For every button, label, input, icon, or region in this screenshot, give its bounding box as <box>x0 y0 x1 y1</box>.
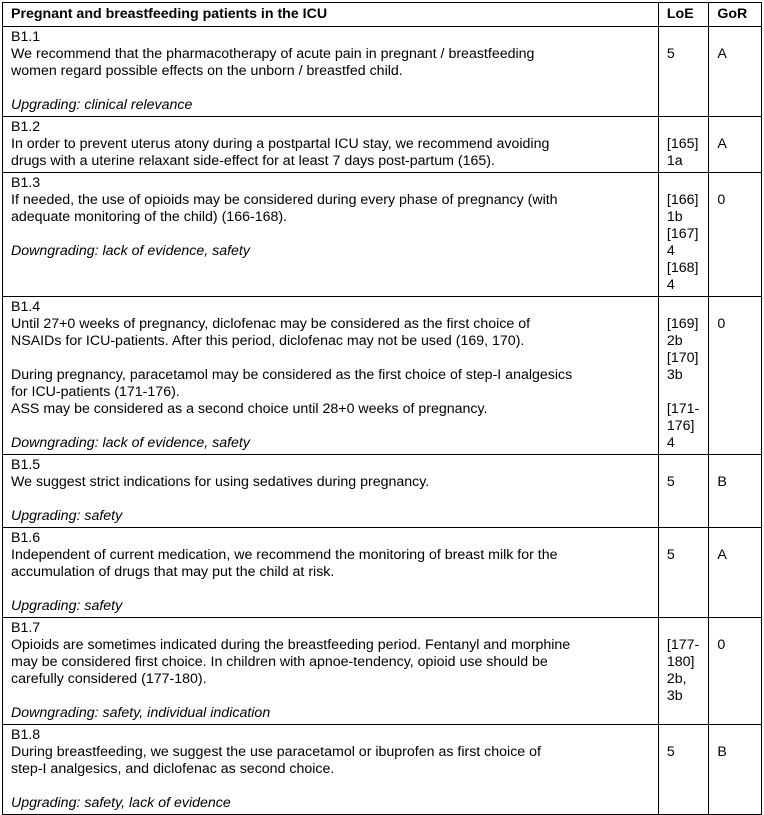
table-row <box>3 618 762 725</box>
recommendation-text: women regard possible effects on the unborn / breastfed child. <box>11 63 403 79</box>
header-title: Pregnant and breastfeeding patients in the ICU <box>3 3 659 27</box>
table-row <box>3 297 762 455</box>
loe-value: [169] 2b <box>666 316 699 349</box>
gor-value: A <box>717 136 727 152</box>
grading-note: Downgrading: lack of evidence, safety <box>11 435 250 451</box>
loe-value: 5 <box>666 474 675 490</box>
recommendation-id: B1.8 <box>11 727 41 743</box>
header-row <box>3 3 762 27</box>
gor-value: B <box>717 474 727 490</box>
recommendation-id: B1.3 <box>11 175 41 191</box>
recommendation-text: If needed, the use of opioids may be considered during every phase of pregnancy (with <box>11 192 558 208</box>
recommendation-cell <box>3 725 659 815</box>
loe-value: 5 <box>666 46 675 62</box>
gor-value: A <box>717 46 727 62</box>
recommendation-text: drugs with a uterine relaxant side-effect for at least 7 days post-partum (165). <box>11 153 495 169</box>
table-row <box>3 173 762 297</box>
recommendation-text: We recommend that the pharmacotherapy of acute pain in pregnant / breastfeeding <box>11 46 535 62</box>
loe-value: [171-176] <box>666 401 700 434</box>
recommendation-id: B1.5 <box>11 457 41 473</box>
recommendation-text: In order to prevent uterus atony during a postpartal ICU stay, we recommend avoiding <box>11 136 550 152</box>
recommendation-cell <box>3 27 659 117</box>
table-row <box>3 528 762 618</box>
grading-note: Downgrading: lack of evidence, safety <box>11 243 250 259</box>
recommendation-id: B1.1 <box>11 29 41 45</box>
loe-value: 5 <box>666 744 675 760</box>
table-row <box>3 117 762 173</box>
header-gor: GoR <box>709 3 762 27</box>
recommendation-cell <box>3 173 659 297</box>
recommendation-text: Until 27+0 weeks of pregnancy, diclofenac may be considered as the first choice of <box>11 316 531 332</box>
table-row <box>3 27 762 117</box>
loe-value: 2b, 3b <box>666 671 687 704</box>
loe-value: [167] 4 <box>666 226 699 259</box>
gor-value: B <box>717 744 727 760</box>
recommendation-text: NSAIDs for ICU-patients. After this period, diclofenac may not be used (169, 170). <box>11 333 525 349</box>
recommendation-text: We suggest strict indications for using sedatives during pregnancy. <box>11 474 430 490</box>
recommendation-id: B1.4 <box>11 299 41 315</box>
loe-value: [166] 1b <box>666 192 699 225</box>
recommendation-text: may be considered first choice. In children with apnoe-tendency, opioid use should be <box>11 654 548 670</box>
header-loe: LoE <box>658 3 708 27</box>
recommendation-text: During pregnancy, paracetamol may be considered as the first choice of step-I analgesics <box>11 367 573 383</box>
loe-cell <box>658 117 708 173</box>
grading-note: Downgrading: safety, individual indication <box>11 705 271 721</box>
gor-cell <box>709 725 762 815</box>
loe-cell <box>658 297 708 455</box>
gor-value: A <box>717 547 727 563</box>
loe-value: [168] 4 <box>666 260 699 293</box>
gor-cell <box>709 528 762 618</box>
recommendation-text: ASS may be considered as a second choice until 28+0 weeks of pregnancy. <box>11 401 488 417</box>
gor-cell <box>709 455 762 528</box>
recommendation-text: for ICU-patients (171-176). <box>11 384 180 400</box>
loe-cell <box>658 455 708 528</box>
gor-cell <box>709 173 762 297</box>
gor-cell <box>709 117 762 173</box>
gor-cell <box>709 618 762 725</box>
loe-value: 4 <box>666 435 675 451</box>
grading-note: Upgrading: safety, lack of evidence <box>11 795 231 811</box>
recommendation-text: Opioids are sometimes indicated during the breastfeeding period. Fentanyl and morphine <box>11 637 571 653</box>
loe-cell <box>658 725 708 815</box>
table-row <box>3 455 762 528</box>
gor-value: 0 <box>717 637 726 653</box>
gor-value: 0 <box>717 316 726 332</box>
recommendation-cell <box>3 528 659 618</box>
recommendation-cell <box>3 117 659 173</box>
recommendation-cell <box>3 297 659 455</box>
recommendation-id: B1.2 <box>11 119 41 135</box>
loe-value: [177-180] <box>666 637 700 670</box>
recommendation-text: carefully considered (177-180). <box>11 671 207 687</box>
recommendation-id: B1.7 <box>11 620 41 636</box>
recommendation-id: B1.6 <box>11 530 41 546</box>
grading-note: Upgrading: safety <box>11 508 123 524</box>
recommendation-text: step-I analgesics, and diclofenac as second choice. <box>11 761 335 777</box>
recommendation-text: accumulation of drugs that may put the child at risk. <box>11 564 335 580</box>
recommendations-table <box>2 2 762 815</box>
gor-value: 0 <box>717 192 726 208</box>
loe-cell <box>658 173 708 297</box>
recommendation-text: During breastfeeding, we suggest the use paracetamol or ibuprofen as first choice of <box>11 744 541 760</box>
loe-cell <box>658 528 708 618</box>
recommendation-text: Independent of current medication, we recommend the monitoring of breast milk for the <box>11 547 558 563</box>
gor-cell <box>709 27 762 117</box>
grading-note: Upgrading: clinical relevance <box>11 97 193 113</box>
loe-value: [165] 1a <box>666 136 699 169</box>
recommendation-text: adequate monitoring of the child) (166-168). <box>11 209 288 225</box>
recommendation-cell <box>3 618 659 725</box>
table-row <box>3 725 762 815</box>
grading-note: Upgrading: safety <box>11 598 123 614</box>
gor-cell <box>709 297 762 455</box>
loe-cell <box>658 27 708 117</box>
loe-value: 5 <box>666 547 675 563</box>
recommendation-cell <box>3 455 659 528</box>
loe-cell <box>658 618 708 725</box>
loe-value: [170] 3b <box>666 350 699 383</box>
